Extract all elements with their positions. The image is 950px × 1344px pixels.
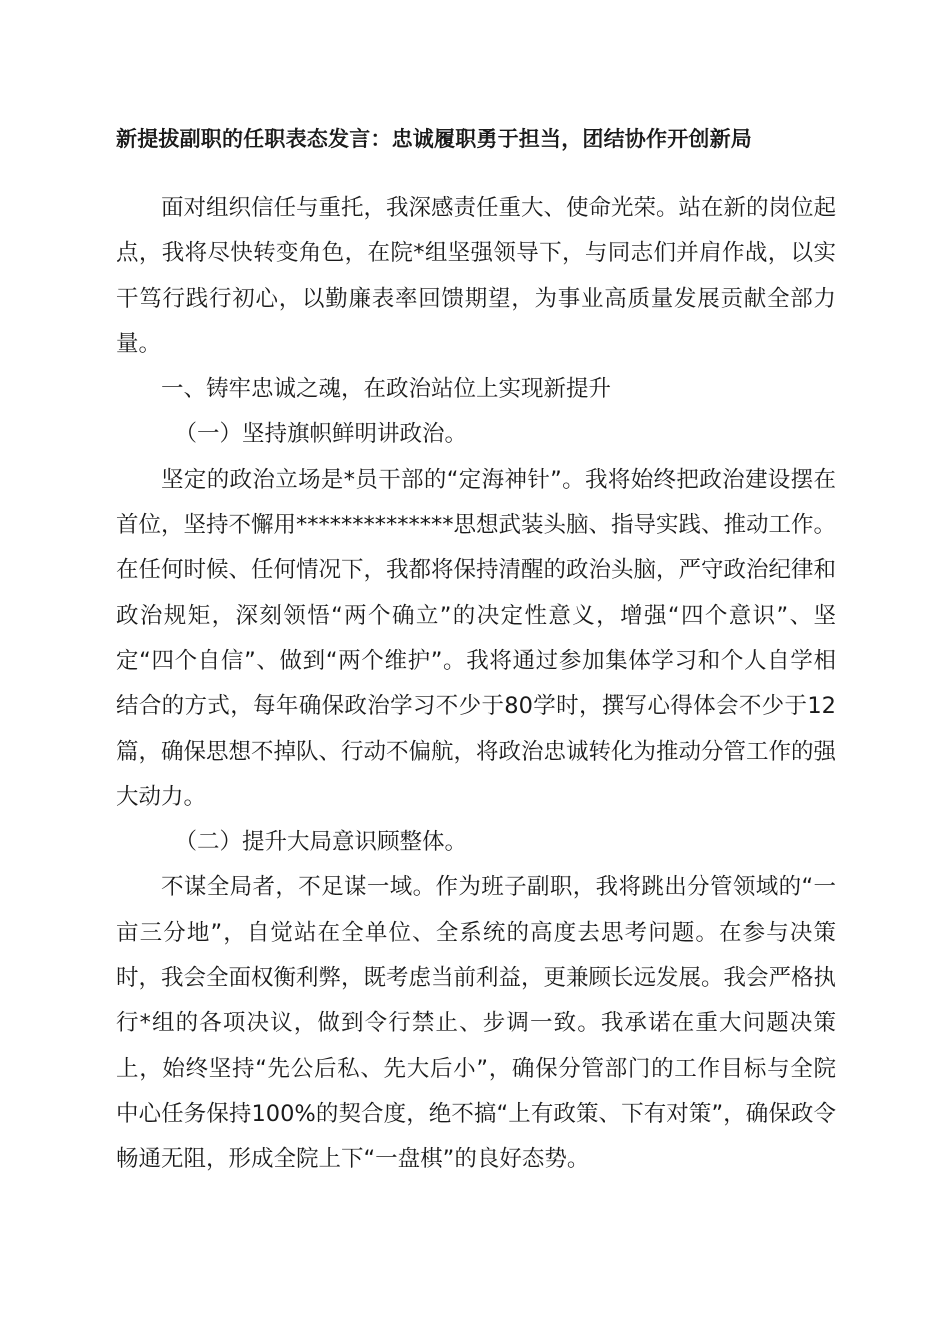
subsection-paragraph-2: 不谋全局者，不足谋一域。作为班子副职，我将跳出分管领域的“一亩三分地”，自觉站在全单位、全系统的高度去思考问题。在参与决策时，我会全面权衡利弊，既考虑当前利益，更兼顾长远发展。我会严格执行*组的各项决议，做到令行禁止、步调一致。我承诺在重大问题决策上，始终坚持“先公后私、先大后小”，确保分管部门的工作目标与全院中心任务保持100%的契合度，绝不搞“上有政策、下有对策”，确保政令畅通无阻，形成全院上下“一盘棋”的良好态势。 bbox=[116, 874, 837, 1173]
document-body bbox=[116, 186, 836, 1183]
subsection-heading-1: （一）坚持旗帜鲜明讲政治。 bbox=[174, 421, 468, 448]
subsection-paragraph-1: 坚定的政治立场是*员干部的“定海神针”。我将始终把政治建设摆在首位，坚持不懈用**************思想武装头脑、指导实践、推动工作。在任何时候、任何情况下，我都将保持清醒的政治头脑，严守政治纪律和政治规矩，深刻领悟“两个确立”的决定性意义，增强“四个意识”、坚定“四个自信”、做到“两个维护”。我将通过参加集体学习和个人自学相结合的方式，每年确保政治学习不少于80学时，撰写心得体会不少于12篇，确保思想不掉队、行动不偏航，将政治忠诚转化为推动分管工作的强大动力。 bbox=[116, 466, 837, 810]
section-heading-1: 一、铸牢忠诚之魂，在政治站位上实现新提升 bbox=[161, 376, 612, 403]
subsection-heading-2: （二）提升大局意识顾整体。 bbox=[174, 829, 468, 856]
intro-paragraph: 面对组织信任与重托，我深感责任重大、使命光荣。站在新的岗位起点，我将尽快转变角色，在院*组坚强领导下，与同志们并肩作战，以实干笃行践行初心，以勤廉表率回馈期望，为事业高质量发展贡献全部力量。 bbox=[116, 195, 837, 357]
document-title: 新提拔副职的任职表态发言：忠诚履职勇于担当，团结协作开创新局 bbox=[116, 127, 752, 151]
